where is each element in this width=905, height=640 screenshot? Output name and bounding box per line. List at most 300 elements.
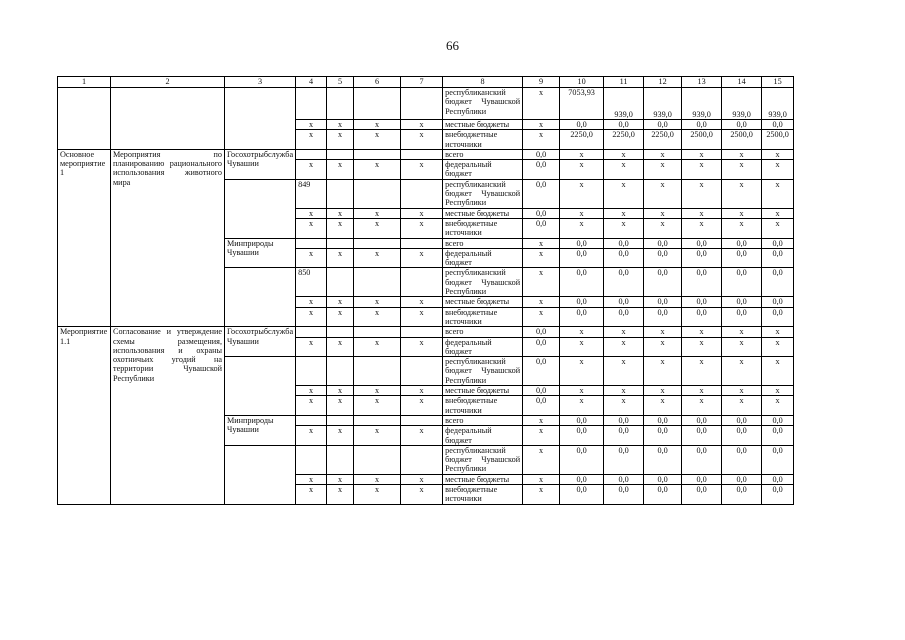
cell: [327, 445, 354, 474]
cell: [354, 149, 401, 159]
cell: х: [523, 307, 560, 327]
cell: [225, 445, 296, 504]
value-cell: 0,0: [682, 238, 722, 248]
cell: х: [401, 248, 443, 268]
value-cell: 0,0: [644, 120, 682, 130]
cell: х: [354, 218, 401, 238]
cell: х: [354, 386, 401, 396]
value-cell: х: [762, 327, 794, 337]
cell: [354, 445, 401, 474]
funding-source: местные бюджеты: [443, 297, 523, 307]
value-cell: х: [604, 327, 644, 337]
cell: 0,0: [523, 160, 560, 180]
cell: [225, 88, 296, 150]
cell: 0,0: [523, 396, 560, 416]
value-cell: 0,0: [604, 120, 644, 130]
cell: х: [523, 238, 560, 248]
value-cell: 939,0: [762, 88, 794, 120]
grbs-code: [296, 445, 327, 474]
cell: [401, 88, 443, 120]
value-cell: 0,0: [560, 445, 604, 474]
value-cell: 0,0: [682, 307, 722, 327]
value-cell: 2500,0: [762, 130, 794, 150]
cell: [111, 88, 225, 150]
value-cell: х: [560, 149, 604, 159]
funding-source: внебюджетные источники: [443, 484, 523, 504]
cell: х: [327, 337, 354, 357]
funding-source: внебюджетные источники: [443, 218, 523, 238]
cell: х: [401, 160, 443, 180]
value-cell: 0,0: [560, 297, 604, 307]
value-cell: х: [722, 327, 762, 337]
header-cell: 13: [682, 77, 722, 88]
value-cell: х: [682, 396, 722, 416]
value-cell: 2250,0: [560, 130, 604, 150]
value-cell: 0,0: [644, 426, 682, 446]
cell: х: [296, 218, 327, 238]
value-cell: 0,0: [644, 474, 682, 484]
header-cell: 2: [111, 77, 225, 88]
header-cell: 8: [443, 77, 523, 88]
cell: х: [354, 474, 401, 484]
value-cell: х: [762, 337, 794, 357]
cell: 0,0: [523, 149, 560, 159]
cell: х: [523, 484, 560, 504]
cell: 0,0: [523, 386, 560, 396]
funding-source: республиканский бюджет Чувашской Республики: [443, 179, 523, 208]
cell: [327, 357, 354, 386]
header-cell: 7: [401, 77, 443, 88]
value-cell: 0,0: [722, 268, 762, 297]
cell: х: [327, 396, 354, 416]
cell: х: [523, 445, 560, 474]
header-cell: 15: [762, 77, 794, 88]
cell: [58, 88, 111, 150]
value-cell: 0,0: [722, 307, 762, 327]
cell: х: [401, 386, 443, 396]
value-cell: 0,0: [722, 248, 762, 268]
value-cell: х: [682, 179, 722, 208]
cell: [401, 179, 443, 208]
funding-source: федеральный бюджет: [443, 160, 523, 180]
cell: х: [354, 130, 401, 150]
funding-source: всего: [443, 327, 523, 337]
cell: [225, 179, 296, 238]
value-cell: х: [682, 149, 722, 159]
cell: [401, 445, 443, 474]
cell: х: [523, 426, 560, 446]
value-cell: х: [644, 357, 682, 386]
value-cell: х: [644, 149, 682, 159]
value-cell: х: [682, 386, 722, 396]
cell: х: [296, 248, 327, 268]
cell: 0,0: [523, 357, 560, 386]
value-cell: х: [762, 149, 794, 159]
value-cell: 0,0: [682, 415, 722, 425]
value-cell: 939,0: [722, 88, 762, 120]
funding-source: республиканский бюджет Чувашской Республики: [443, 357, 523, 386]
cell: х: [327, 130, 354, 150]
header-cell: 11: [604, 77, 644, 88]
value-cell: х: [644, 396, 682, 416]
value-cell: 0,0: [682, 474, 722, 484]
cell: х: [327, 484, 354, 504]
cell: [401, 415, 443, 425]
cell: х: [327, 208, 354, 218]
cell: [354, 238, 401, 248]
value-cell: 0,0: [604, 297, 644, 307]
value-cell: 0,0: [722, 120, 762, 130]
value-cell: х: [644, 337, 682, 357]
header-cell: 4: [296, 77, 327, 88]
cell: 0,0: [523, 337, 560, 357]
cell: [401, 238, 443, 248]
page-number: 66: [446, 38, 459, 53]
funding-source: внебюджетные источники: [443, 130, 523, 150]
cell: х: [354, 337, 401, 357]
cell: х: [523, 130, 560, 150]
value-cell: 0,0: [762, 426, 794, 446]
cell: [327, 149, 354, 159]
cell: х: [354, 426, 401, 446]
value-cell: х: [722, 386, 762, 396]
value-cell: х: [722, 149, 762, 159]
value-cell: 2250,0: [644, 130, 682, 150]
cell: х: [327, 120, 354, 130]
value-cell: х: [682, 218, 722, 238]
table-row: [58, 88, 794, 120]
cell: х: [354, 484, 401, 504]
measure-description: Мероприятия по планированию рационального использования животного мира: [111, 149, 225, 326]
header-cell: 3: [225, 77, 296, 88]
value-cell: 0,0: [560, 268, 604, 297]
cell: х: [296, 474, 327, 484]
value-cell: х: [762, 179, 794, 208]
cell: х: [296, 307, 327, 327]
cell: х: [327, 297, 354, 307]
cell: х: [401, 297, 443, 307]
value-cell: х: [762, 357, 794, 386]
cell: х: [327, 160, 354, 180]
cell: [296, 149, 327, 159]
value-cell: 0,0: [722, 484, 762, 504]
cell: х: [354, 396, 401, 416]
value-cell: х: [560, 179, 604, 208]
value-cell: х: [722, 208, 762, 218]
value-cell: 0,0: [722, 426, 762, 446]
value-cell: х: [644, 327, 682, 337]
value-cell: 0,0: [762, 474, 794, 484]
value-cell: х: [604, 357, 644, 386]
value-cell: х: [560, 396, 604, 416]
value-cell: х: [604, 396, 644, 416]
cell: х: [296, 160, 327, 180]
value-cell: х: [604, 160, 644, 180]
cell: х: [327, 307, 354, 327]
cell: [354, 415, 401, 425]
value-cell: 0,0: [722, 445, 762, 474]
value-cell: х: [682, 208, 722, 218]
value-cell: 0,0: [560, 120, 604, 130]
cell: х: [523, 268, 560, 297]
value-cell: х: [762, 218, 794, 238]
cell: [296, 238, 327, 248]
value-cell: х: [604, 218, 644, 238]
funding-source: всего: [443, 149, 523, 159]
value-cell: х: [722, 179, 762, 208]
cell: х: [401, 396, 443, 416]
grbs-code: 850: [296, 268, 327, 297]
value-cell: х: [722, 357, 762, 386]
header-cell: 6: [354, 77, 401, 88]
cell: х: [354, 120, 401, 130]
value-cell: 0,0: [604, 474, 644, 484]
funding-source: федеральный бюджет: [443, 248, 523, 268]
value-cell: 0,0: [682, 445, 722, 474]
header-cell: 9: [523, 77, 560, 88]
value-cell: 0,0: [762, 268, 794, 297]
cell: [225, 268, 296, 327]
cell: х: [354, 307, 401, 327]
executor-name: Минприроды Чувашии: [225, 415, 296, 445]
value-cell: 939,0: [682, 88, 722, 120]
cell: [354, 327, 401, 337]
value-cell: х: [560, 327, 604, 337]
cell: х: [523, 415, 560, 425]
header-cell: 10: [560, 77, 604, 88]
value-cell: х: [604, 208, 644, 218]
funding-source: всего: [443, 415, 523, 425]
cell: [401, 327, 443, 337]
value-cell: х: [682, 327, 722, 337]
cell: [327, 415, 354, 425]
cell: [354, 88, 401, 120]
value-cell: 0,0: [682, 120, 722, 130]
value-cell: х: [644, 179, 682, 208]
cell: [327, 238, 354, 248]
value-cell: 0,0: [644, 297, 682, 307]
value-cell: х: [560, 208, 604, 218]
value-cell: 0,0: [762, 248, 794, 268]
cell: [225, 357, 296, 416]
table-row: [58, 327, 794, 337]
cell: [296, 415, 327, 425]
value-cell: 0,0: [762, 307, 794, 327]
value-cell: 0,0: [560, 238, 604, 248]
value-cell: х: [604, 337, 644, 357]
cell: [327, 268, 354, 297]
header-row: [58, 77, 794, 88]
value-cell: х: [722, 218, 762, 238]
cell: х: [354, 248, 401, 268]
value-cell: 0,0: [560, 415, 604, 425]
cell: [354, 179, 401, 208]
value-cell: х: [762, 396, 794, 416]
cell: х: [401, 307, 443, 327]
header-cell: 14: [722, 77, 762, 88]
value-cell: 0,0: [560, 474, 604, 484]
funding-source: федеральный бюджет: [443, 426, 523, 446]
value-cell: х: [762, 386, 794, 396]
executor-name: Госохотрыбслужба Чувашии: [225, 149, 296, 179]
cell: [401, 149, 443, 159]
cell: х: [327, 386, 354, 396]
cell: х: [296, 484, 327, 504]
value-cell: 0,0: [604, 307, 644, 327]
budget-table: [57, 76, 794, 505]
value-cell: х: [560, 386, 604, 396]
value-cell: х: [722, 337, 762, 357]
cell: [354, 268, 401, 297]
value-cell: х: [722, 160, 762, 180]
value-cell: 0,0: [560, 426, 604, 446]
value-cell: 0,0: [682, 484, 722, 504]
cell: 0,0: [523, 179, 560, 208]
measure-name: Основное мероприятие 1: [58, 149, 111, 326]
cell: х: [354, 208, 401, 218]
value-cell: х: [644, 386, 682, 396]
header-cell: 5: [327, 77, 354, 88]
cell: х: [327, 426, 354, 446]
value-cell: х: [604, 149, 644, 159]
value-cell: 0,0: [762, 297, 794, 307]
cell: [401, 268, 443, 297]
grbs-code: [296, 357, 327, 386]
cell: х: [296, 396, 327, 416]
cell: [401, 357, 443, 386]
value-cell: х: [560, 337, 604, 357]
executor-name: Минприроды Чувашии: [225, 238, 296, 268]
value-cell: 0,0: [604, 484, 644, 504]
cell: х: [401, 120, 443, 130]
cell: х: [296, 426, 327, 446]
value-cell: х: [560, 218, 604, 238]
value-cell: х: [644, 160, 682, 180]
value-cell: 0,0: [604, 238, 644, 248]
value-cell: 0,0: [644, 415, 682, 425]
value-cell: 0,0: [644, 484, 682, 504]
cell: [327, 327, 354, 337]
grbs-code: 849: [296, 179, 327, 208]
value-cell: х: [762, 160, 794, 180]
value-cell: х: [722, 396, 762, 416]
value-cell: 0,0: [560, 307, 604, 327]
value-cell: х: [644, 218, 682, 238]
value-cell: 0,0: [722, 474, 762, 484]
cell: х: [401, 130, 443, 150]
value-cell: х: [560, 160, 604, 180]
value-cell: 2250,0: [604, 130, 644, 150]
cell: х: [401, 426, 443, 446]
value-cell: 0,0: [644, 268, 682, 297]
funding-source: республиканский бюджет Чувашской Республики: [443, 268, 523, 297]
cell: х: [327, 218, 354, 238]
value-cell: х: [560, 357, 604, 386]
cell: х: [401, 218, 443, 238]
cell: [327, 179, 354, 208]
value-cell: 0,0: [604, 248, 644, 268]
cell: х: [523, 88, 560, 120]
value-cell: 0,0: [644, 238, 682, 248]
value-cell: х: [682, 160, 722, 180]
value-cell: 0,0: [682, 297, 722, 307]
value-cell: 939,0: [604, 88, 644, 120]
value-cell: х: [762, 208, 794, 218]
cell: х: [327, 474, 354, 484]
funding-source: внебюджетные источники: [443, 396, 523, 416]
value-cell: х: [682, 357, 722, 386]
value-cell: 0,0: [604, 415, 644, 425]
value-cell: х: [604, 386, 644, 396]
measure-description: Согласование и утверждение схемы размещения, использования и охраны охотничьих угодий на территории Чувашской Республики: [111, 327, 225, 504]
cell: х: [354, 160, 401, 180]
value-cell: 7053,93: [560, 88, 604, 120]
value-cell: 0,0: [762, 484, 794, 504]
measure-name: Мероприятие 1.1: [58, 327, 111, 504]
cell: 0,0: [523, 327, 560, 337]
funding-source: местные бюджеты: [443, 386, 523, 396]
cell: х: [523, 474, 560, 484]
funding-source: республиканский бюджет Чувашской Республики: [443, 445, 523, 474]
cell: 0,0: [523, 218, 560, 238]
cell: х: [296, 208, 327, 218]
header-cell: 12: [644, 77, 682, 88]
cell: х: [327, 248, 354, 268]
funding-source: местные бюджеты: [443, 474, 523, 484]
value-cell: 0,0: [682, 426, 722, 446]
cell: х: [296, 386, 327, 396]
value-cell: х: [604, 179, 644, 208]
value-cell: 0,0: [682, 248, 722, 268]
value-cell: 0,0: [762, 415, 794, 425]
value-cell: 0,0: [560, 248, 604, 268]
cell: [296, 88, 327, 120]
funding-source: всего: [443, 238, 523, 248]
cell: х: [401, 474, 443, 484]
value-cell: 2500,0: [722, 130, 762, 150]
value-cell: 0,0: [762, 120, 794, 130]
cell: х: [354, 297, 401, 307]
value-cell: х: [644, 208, 682, 218]
cell: [296, 327, 327, 337]
value-cell: 2500,0: [682, 130, 722, 150]
funding-source: местные бюджеты: [443, 208, 523, 218]
funding-source: республиканский бюджет Чувашской Республики: [443, 88, 523, 120]
funding-source: федеральный бюджет: [443, 337, 523, 357]
cell: х: [296, 337, 327, 357]
cell: х: [401, 484, 443, 504]
cell: х: [296, 120, 327, 130]
cell: 0,0: [523, 208, 560, 218]
cell: х: [523, 248, 560, 268]
value-cell: 0,0: [604, 445, 644, 474]
value-cell: 0,0: [722, 415, 762, 425]
value-cell: 0,0: [722, 238, 762, 248]
cell: х: [523, 120, 560, 130]
value-cell: 0,0: [762, 238, 794, 248]
value-cell: 0,0: [604, 426, 644, 446]
value-cell: 0,0: [762, 445, 794, 474]
table-row: [58, 149, 794, 159]
value-cell: 0,0: [682, 268, 722, 297]
funding-source: внебюджетные источники: [443, 307, 523, 327]
value-cell: 939,0: [644, 88, 682, 120]
header-cell: 1: [58, 77, 111, 88]
cell: [327, 88, 354, 120]
cell: х: [401, 208, 443, 218]
value-cell: х: [682, 337, 722, 357]
cell: х: [296, 297, 327, 307]
